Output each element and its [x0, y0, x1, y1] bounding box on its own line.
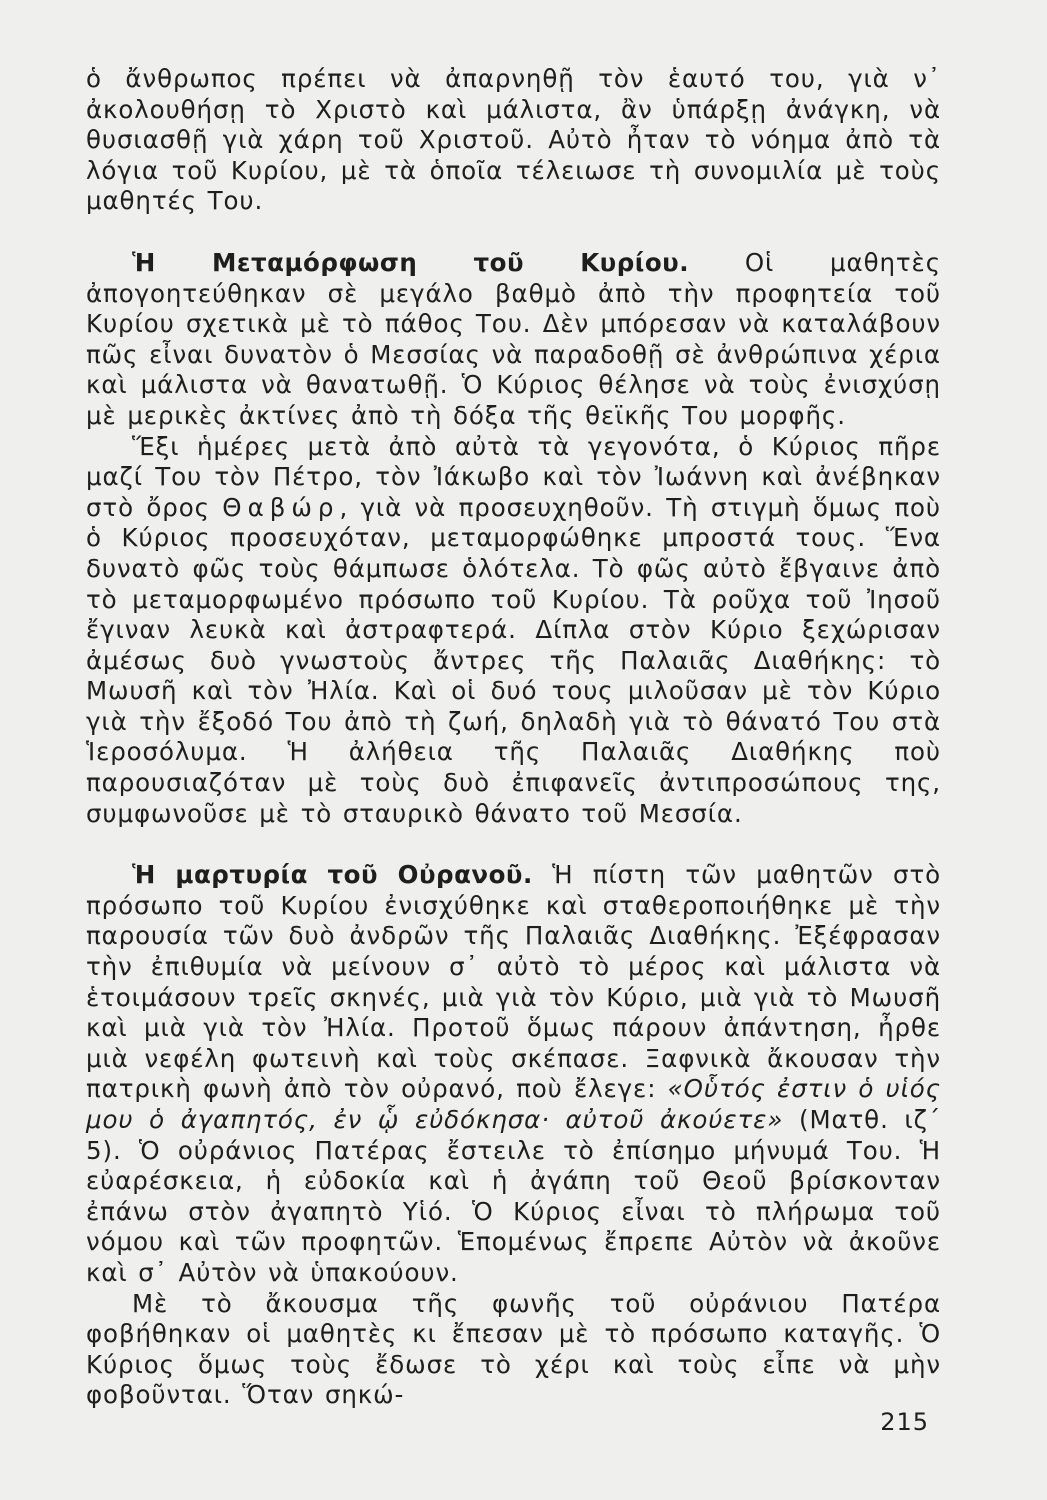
- paragraph-text: Ἕξι ἡμέρες μετὰ ἀπὸ αὐτὰ τὰ γεγονότα, ὁ Κύριος πῆρε μαζί Του τὸν Πέτρο, τὸν Ἰάκωβο καὶ τὸν Ἰωάννη καὶ ἀνέβηκαν στὸ ὄρος: [86, 431, 941, 522]
- paragraph-text: Ἡ πίστη τῶν μαθητῶν στὸ πρόσωπο τοῦ Κυρίου ἐνισχύθηκε καὶ σταθεροποιήθηκε μὲ τὴν παρουσία τῶν δυὸ ἀνδρῶν τῆς Παλαιᾶς Διαθήκης. Ἐξέφρασαν τὴν ἐπιθυμία νὰ μείνουν σ᾿ αὐτὸ τὸ μέρος καὶ μάλιστα νὰ ἑτοιμάσουν τρεῖς σκηνές, μιὰ γιὰ τὸν Κύριο, μιὰ γιὰ τὸ Μωυσῆ καὶ μιὰ γιὰ τὸν Ἠλία. Προτοῦ ὅμως πάρουν ἀπάντηση, ἦρθε μιὰ νεφέλη φωτεινὴ καὶ τοὺς σκέπασε. Ξαφνικὰ ἄκουσαν τὴν πατρικὴ φωνὴ ἀπὸ τὸν οὐρανό, ποὺ ἔλεγε:: [86, 860, 941, 1104]
- paragraph-continuation: ὁ ἄνθρωπος πρέπει νὰ ἀπαρνηθῇ τὸν ἑαυτό του, γιὰ ν᾿ ἀκολουθήσῃ τὸ Χριστὸ καὶ μάλιστα, ἂν ὑπάρξῃ ἀνάγκη, νὰ θυσιασθῇ γιὰ χάρη τοῦ Χριστοῦ. Αὐτὸ ἦταν τὸ νόημα ἀπὸ τὰ λόγια τοῦ Κυρίου, μὲ τὰ ὁποῖα τέλειωσε τὴ συνομιλία μὲ τοὺς μαθητές Του.: [86, 64, 941, 216]
- page-number: 215: [880, 1408, 929, 1436]
- section-gap: [86, 829, 941, 860]
- paragraph-transfiguration: [86, 248, 941, 432]
- section-gap: [86, 217, 941, 248]
- paragraph-heaven-testimony: [86, 860, 941, 1288]
- paragraph-text: , γιὰ νὰ προσευχηθοῦν. Τὴ στιγμὴ ὅμως ποὺ ὁ Κύριος προσευχόταν, μεταμορφώθηκε μπροστά τους. Ἕνα δυνατὸ φῶς τοὺς θάμπωσε ὁλότελα. Τὸ φῶς αὐτὸ ἔβγαινε ἀπὸ τὸ μεταμορφωμένο πρόσωπο τοῦ Κυρίου. Τὰ ροῦχα τοῦ Ἰησοῦ ἔγιναν λευκὰ καὶ ἀστραφτερά. Δίπλα στὸν Κύριο ξεχώρισαν ἀμέσως δυὸ γνωστοὺς ἄντρες τῆς Παλαιᾶς Διαθήκης: τὸ Μωυσῆ καὶ τὸν Ἠλία. Καὶ οἱ δυό τους μιλοῦσαν μὲ τὸν Κύριο γιὰ τὴν ἔξοδό Του ἀπὸ τὴ ζωή, δηλαδὴ γιὰ τὸ θάνατό Του στὰ Ἱεροσόλυμα. Ἡ ἀλήθεια τῆς Παλαιᾶς Διαθήκης ποὺ παρουσιαζόταν μὲ τοὺς δυὸ ἐπιφανεῖς ἀντιπροσώπους της, συμφωνοῦσε μὲ τὸ σταυρικὸ θάνατο τοῦ Μεσσία.: [86, 492, 941, 828]
- paragraph-disciples-fear: Μὲ τὸ ἄκουσμα τῆς φωνῆς τοῦ οὐράνιου Πατέρα φοβήθηκαν οἱ μαθητὲς κι ἔπεσαν μὲ τὸ πρόσωπο καταγῆς. Ὁ Κύριος ὅμως τοὺς ἔδωσε τὸ χέρι καὶ τοὺς εἶπε νὰ μὴν φοβοῦνται. Ὅταν σηκώ-: [86, 1288, 941, 1410]
- section-heading-testimony: Ἡ μαρτυρία τοῦ Οὐρανοῦ.: [132, 860, 533, 890]
- section-heading-transfiguration: Ἡ Μεταμόρφωση τοῦ Κυρίου.: [132, 247, 689, 277]
- paragraph-text: (Ματθ. ιζ´ 5). Ὁ οὐράνιος Πατέρας ἔστειλε τὸ ἐπίσημο μήνυμά Του. Ἡ εὐαρέσκεια, ἡ εὐδοκία καὶ ἡ ἀγάπη τοῦ Θεοῦ βρίσκονταν ἐπάνω στὸν ἀγαπητὸ Υἱό. Ὁ Κύριος εἶναι τὸ πλήρωμα τοῦ νόμου καὶ τῶν προφητῶν. Ἑπομένως ἔπρεπε Αὐτὸν νὰ ἀκοῦνε καὶ σ᾿ Αὐτὸν νὰ ὑπακούουν.: [86, 1105, 942, 1287]
- mount-name: Θαβώρ: [222, 492, 340, 522]
- scripture-quote: «Οὗτός ἐστιν ὁ υἱός μου ὁ ἀγαπητός, ἐν ᾧ εὐδόκησα· αὐτοῦ ἀκούετε»: [86, 1074, 941, 1134]
- body-text: [86, 64, 941, 1411]
- paragraph-mount-tabor: [86, 432, 941, 830]
- paragraph-text: Οἱ μαθητὲς ἀπογοητεύθηκαν σὲ μεγάλο βαθμὸ ἀπὸ τὴν προφητεία τοῦ Κυρίου σχετικὰ μὲ τὸ πάθος Του. Δὲν μπόρεσαν νὰ καταλάβουν πῶς εἶναι δυνατὸν ὁ Μεσσίας νὰ παραδοθῇ σὲ ἀνθρώπινα χέρια καὶ μάλιστα νὰ θανατωθῇ. Ὁ Κύριος θέλησε νὰ τοὺς ἐνισχύσῃ μὲ μερικὲς ἀκτίνες ἀπὸ τὴ δόξα τῆς θεϊκῆς Του μορφῆς.: [86, 247, 941, 430]
